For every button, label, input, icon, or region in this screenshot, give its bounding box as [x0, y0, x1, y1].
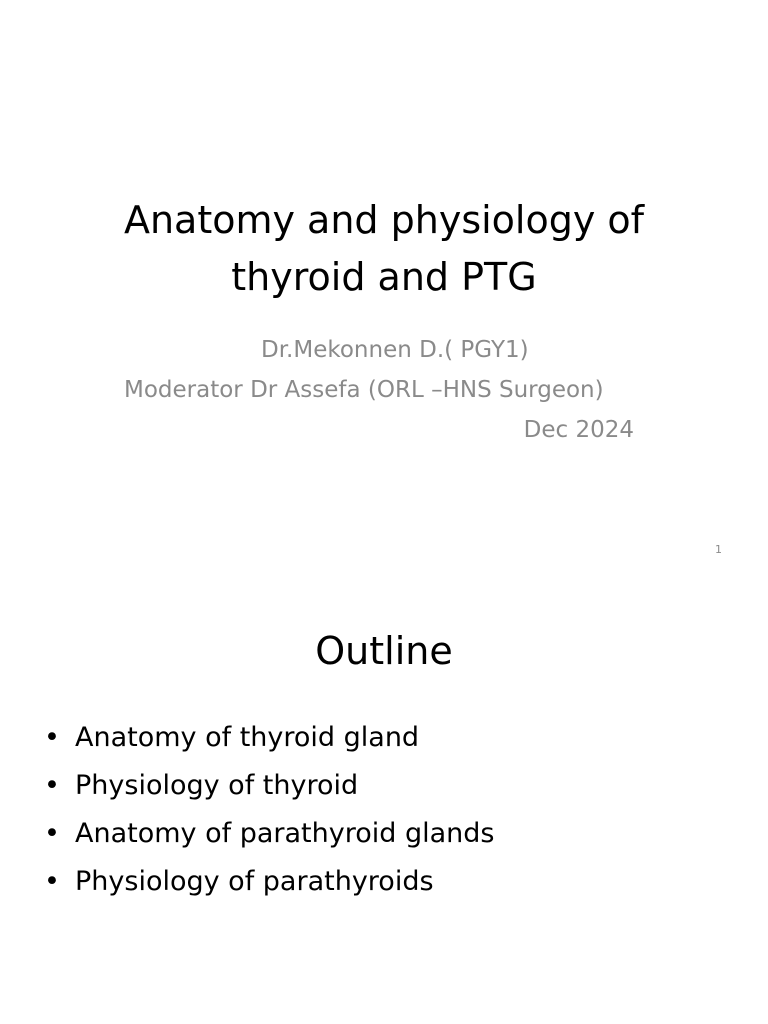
- outline-slide: [0, 576, 768, 1024]
- bullet-icon: •: [44, 866, 60, 897]
- page-number: 1: [715, 543, 722, 556]
- outline-item-text: Anatomy of parathyroid glands: [75, 818, 495, 849]
- outline-item-text: Physiology of parathyroids: [75, 866, 434, 897]
- outline-item-text: Physiology of thyroid: [75, 770, 359, 801]
- outline-item: [44, 858, 494, 906]
- outline-item: [44, 714, 494, 762]
- outline-item: [44, 810, 494, 858]
- bullet-icon: •: [44, 770, 60, 801]
- slide-title: [96, 192, 672, 306]
- presentation-date: Dec 2024: [523, 417, 634, 443]
- outline-item: [44, 762, 494, 810]
- slide-title-line-2: thyroid and PTG: [231, 255, 537, 299]
- bullet-icon: •: [44, 722, 60, 753]
- moderator-name: Moderator Dr Assefa (ORL –HNS Surgeon): [124, 377, 604, 403]
- outline-item-text: Anatomy of thyroid gland: [75, 722, 420, 753]
- outline-list: [44, 714, 494, 906]
- presenter-name: Dr.Mekonnen D.( PGY1): [261, 337, 529, 363]
- slide-title-line-1: Anatomy and physiology of: [123, 198, 645, 242]
- bullet-icon: •: [44, 818, 60, 849]
- outline-title: Outline: [315, 629, 453, 673]
